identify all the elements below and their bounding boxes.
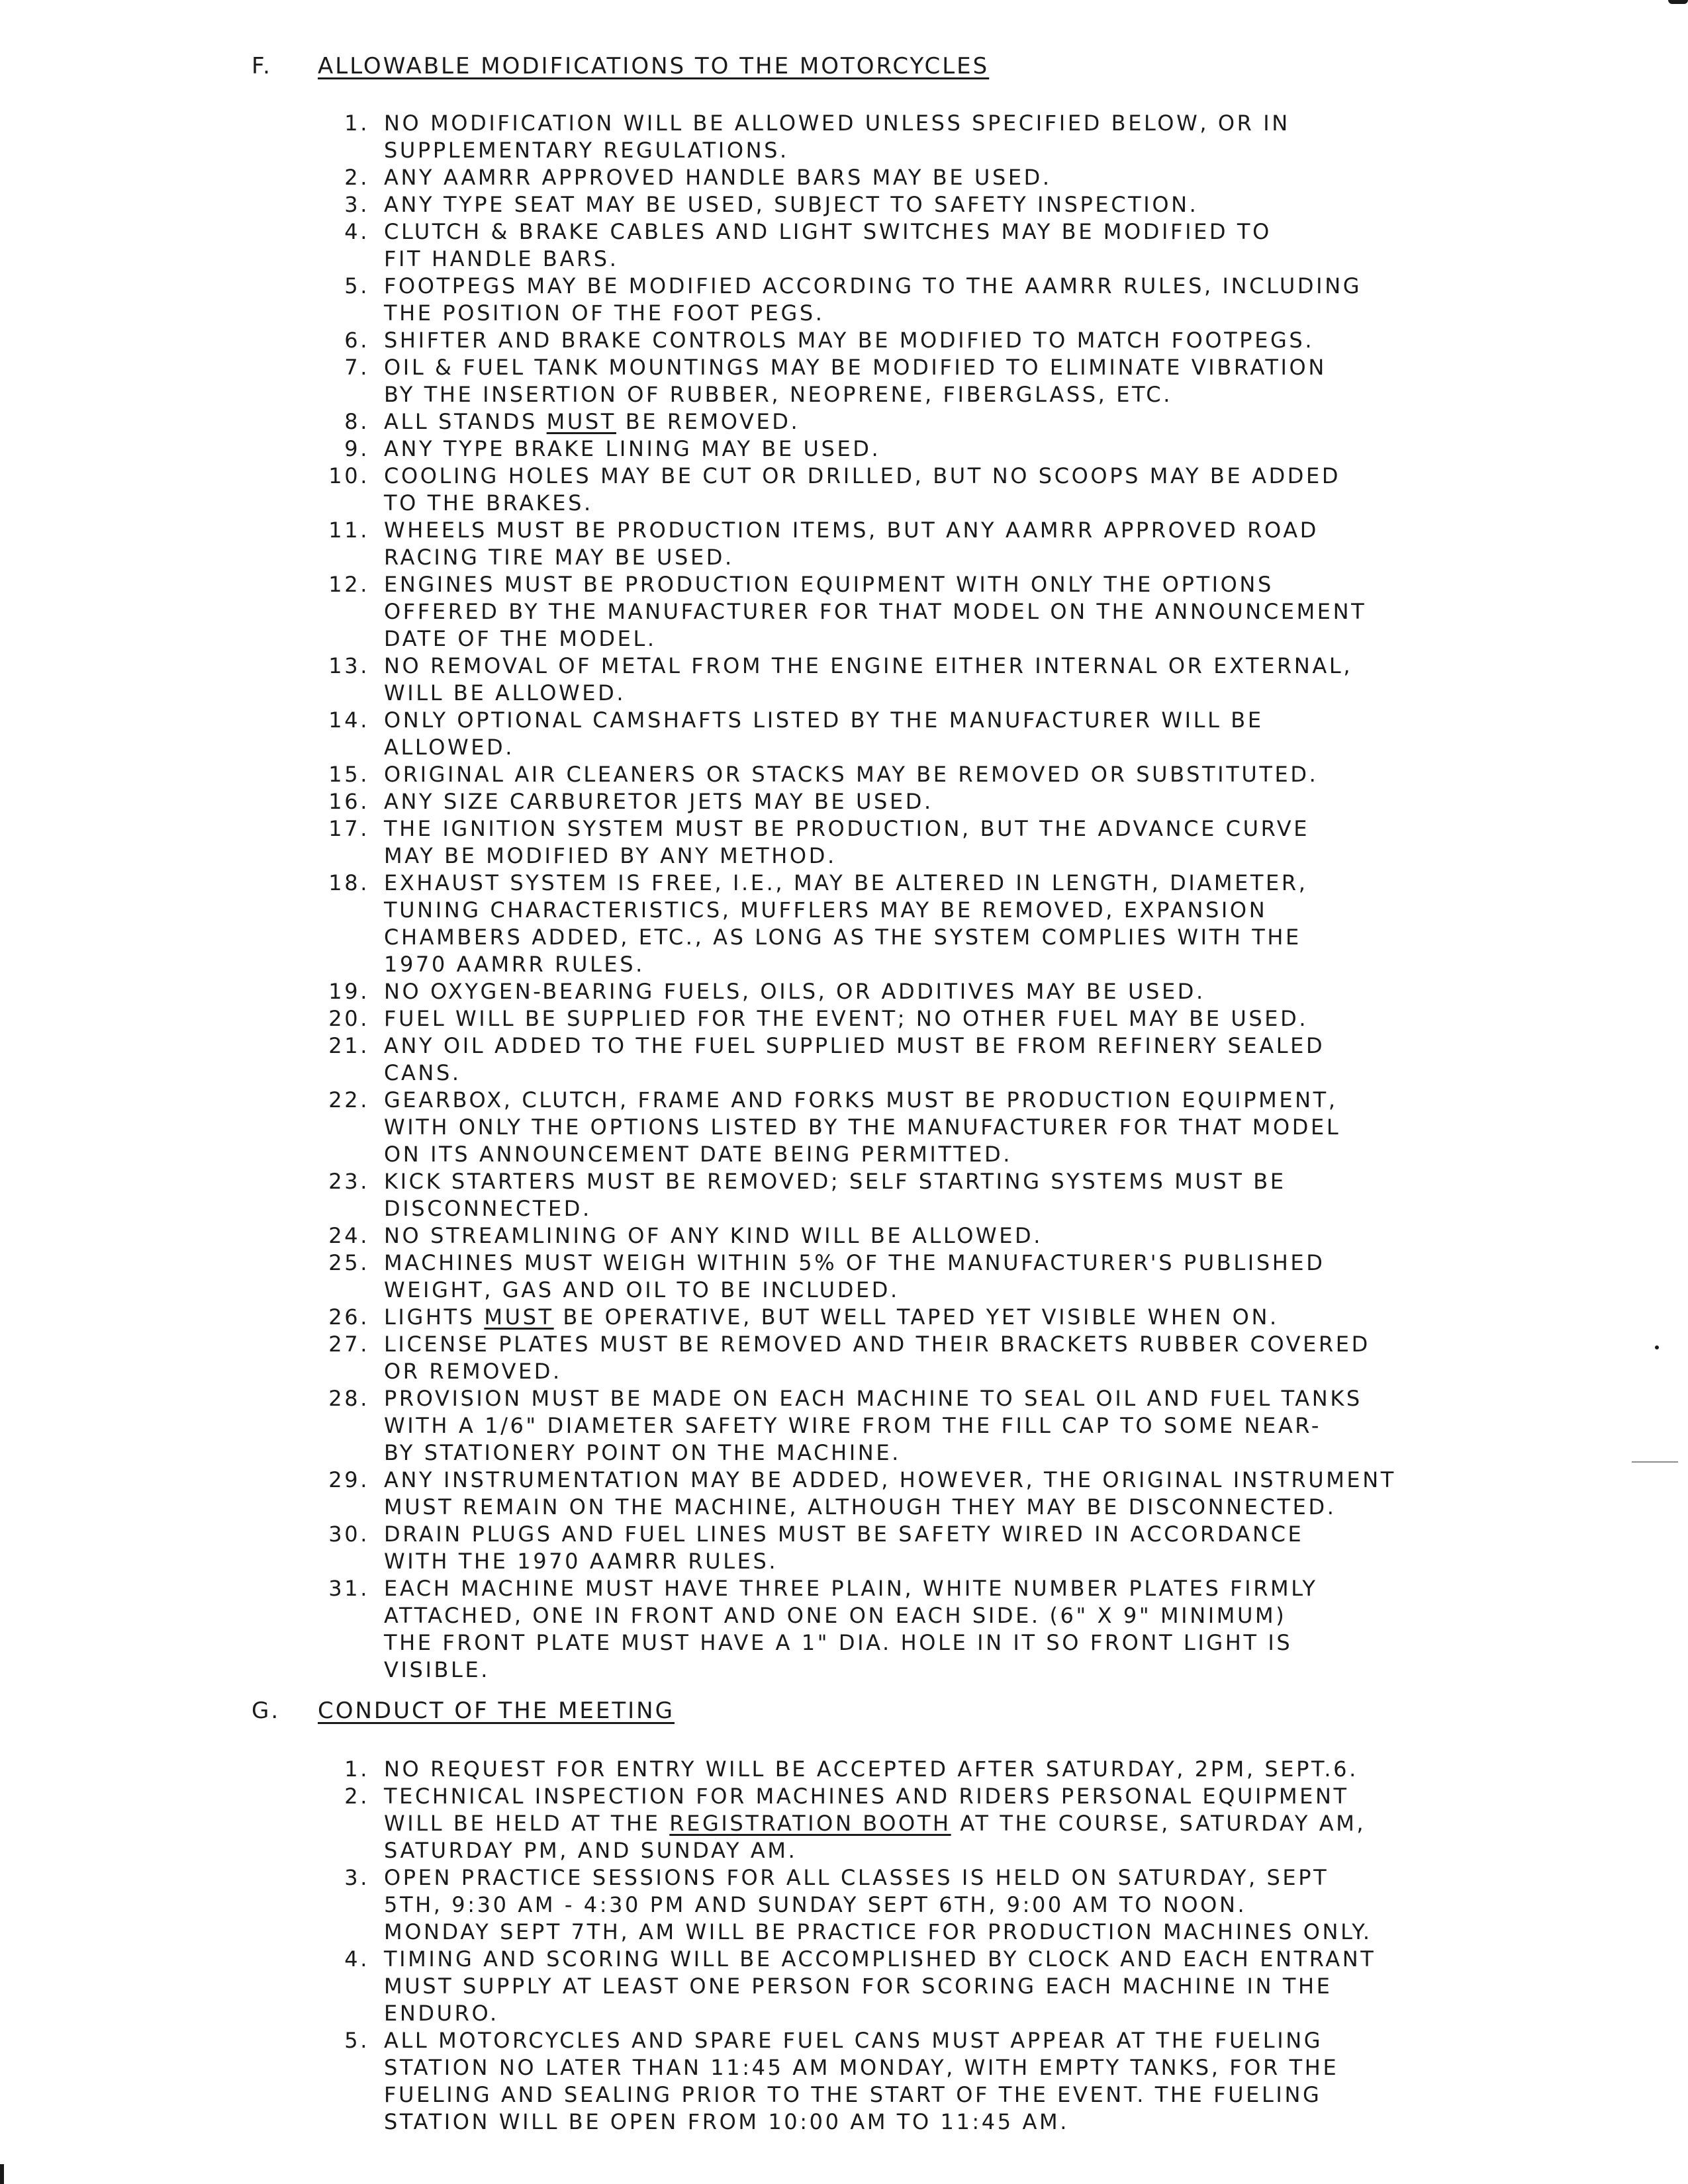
rule-number: 21. (328, 1033, 369, 1058)
rule-text-line: CANS. (384, 1060, 461, 1085)
rule-text-line: THE FRONT PLATE MUST HAVE A 1" DIA. HOLE IN IT SO FRONT LIGHT IS (384, 1630, 1293, 1655)
rule-item (252, 1168, 1509, 1222)
rule-number: 5. (344, 2028, 369, 2053)
rule-list (252, 1756, 1509, 2136)
rule-text (384, 1783, 1509, 1864)
rule-text-line: KICK STARTERS MUST BE REMOVED; SELF STARTING SYSTEMS MUST BE (384, 1169, 1286, 1194)
rule-text (384, 1864, 1509, 1946)
rule-text (384, 354, 1509, 408)
rule-text (384, 1168, 1509, 1222)
rule-number: 8. (344, 409, 369, 434)
rule-number: 12. (328, 572, 369, 597)
rule-number: 16. (328, 789, 369, 814)
rule-text (384, 1331, 1509, 1385)
rule-item (252, 1521, 1509, 1575)
rule-text-line: FUEL WILL BE SUPPLIED FOR THE EVENT; NO OTHER FUEL MAY BE USED. (384, 1006, 1309, 1031)
rule-number: 24. (328, 1223, 369, 1248)
rule-item (252, 408, 1509, 435)
rule-text-line: RACING TIRE MAY BE USED. (384, 545, 734, 570)
rule-text-line: TO THE BRAKES. (384, 490, 593, 516)
rule-text-line: WILL BE ALLOWED. (384, 680, 626, 705)
rule-number: 22. (328, 1087, 369, 1113)
rule-text (384, 1087, 1509, 1168)
rule-text-line: MONDAY SEPT 7TH, AM WILL BE PRACTICE FOR PRODUCTION MACHINES ONLY. (384, 1919, 1372, 1944)
rule-item (252, 1222, 1509, 1250)
rule-text-line: COOLING HOLES MAY BE CUT OR DRILLED, BUT NO SCOOPS MAY BE ADDED (384, 463, 1341, 488)
rule-text (384, 191, 1509, 218)
rule-text (384, 707, 1509, 761)
rule-number: 30. (328, 1522, 369, 1547)
rule-number: 26. (328, 1304, 369, 1330)
section-heading (252, 53, 1509, 85)
rule-text-line: ORIGINAL AIR CLEANERS OR STACKS MAY BE REMOVED OR SUBSTITUTED. (384, 762, 1319, 787)
rule-text-line: ALL STANDS MUST BE REMOVED. (384, 409, 800, 434)
rule-number: 23. (328, 1169, 369, 1194)
rule-text (384, 1222, 1509, 1250)
rule-number: 29. (328, 1467, 369, 1492)
rule-text-line: FIT HANDLE BARS. (384, 246, 619, 271)
rule-item (252, 1087, 1509, 1168)
rule-text (384, 327, 1509, 354)
rule-text (384, 1250, 1509, 1304)
rule-text-line: TIMING AND SCORING WILL BE ACCOMPLISHED BY CLOCK AND EACH ENTRANT (384, 1946, 1376, 1972)
rule-text-line: WEIGHT, GAS AND OIL TO BE INCLUDED. (384, 1277, 900, 1302)
rule-number: 3. (344, 192, 369, 217)
rule-item (252, 1575, 1509, 1684)
rule-item (252, 327, 1509, 354)
rule-text-line: OR REMOVED. (384, 1359, 562, 1384)
rule-number: 27. (328, 1332, 369, 1357)
rule-item (252, 273, 1509, 327)
section-title: ALLOWABLE MODIFICATIONS TO THE MOTORCYCLES (318, 53, 990, 79)
rule-text-line: DISCONNECTED. (384, 1196, 592, 1221)
rule-item (252, 870, 1509, 978)
rule-text (384, 1304, 1509, 1331)
rule-number: 14. (328, 707, 369, 733)
rule-number: 1. (344, 111, 369, 136)
rule-text-line: ONLY OPTIONAL CAMSHAFTS LISTED BY THE MANUFACTURER WILL BE (384, 707, 1264, 733)
rule-number: 17. (328, 816, 369, 841)
rule-text-line: MUST SUPPLY AT LEAST ONE PERSON FOR SCORING EACH MACHINE IN THE (384, 1974, 1333, 1999)
rule-number: 19. (328, 979, 369, 1004)
rule-text-line: MACHINES MUST WEIGH WITHIN 5% OF THE MANUFACTURER'S PUBLISHED (384, 1250, 1325, 1275)
rule-item (252, 517, 1509, 571)
rule-item (252, 1331, 1509, 1385)
rule-text-line: ANY TYPE BRAKE LINING MAY BE USED. (384, 436, 881, 461)
rule-number: 5. (344, 273, 369, 298)
rule-text-line: CLUTCH & BRAKE CABLES AND LIGHT SWITCHES MAY BE MODIFIED TO (384, 219, 1272, 244)
rule-text-line: ALL MOTORCYCLES AND SPARE FUEL CANS MUST APPEAR AT THE FUELING (384, 2028, 1323, 2053)
rule-item (252, 1005, 1509, 1032)
rule-item (252, 815, 1509, 870)
rule-text (384, 218, 1509, 273)
rule-number: 7. (344, 355, 369, 380)
section-conduct-of-meeting (252, 1698, 1509, 2136)
rule-text (384, 435, 1509, 463)
rule-text-line: WITH THE 1970 AAMRR RULES. (384, 1549, 778, 1574)
rule-number: 11. (328, 518, 369, 543)
rule-number: 31. (328, 1576, 369, 1601)
rule-text-line: LICENSE PLATES MUST BE REMOVED AND THEIR BRACKETS RUBBER COVERED (384, 1332, 1370, 1357)
rule-number: 25. (328, 1250, 369, 1275)
rule-text (384, 1005, 1509, 1032)
rule-text-line: ANY TYPE SEAT MAY BE USED, SUBJECT TO SAFETY INSPECTION. (384, 192, 1199, 217)
rule-text-line: NO STREAMLINING OF ANY KIND WILL BE ALLOWED. (384, 1223, 1043, 1248)
rule-item (252, 1783, 1509, 1864)
rule-text-line: OPEN PRACTICE SESSIONS FOR ALL CLASSES IS HELD ON SATURDAY, SEPT (384, 1865, 1329, 1890)
rule-text (384, 571, 1509, 653)
rule-item (252, 191, 1509, 218)
underlined-word: MUST (546, 409, 616, 434)
rule-text (384, 1575, 1509, 1684)
rule-item (252, 707, 1509, 761)
rule-text-line: NO REQUEST FOR ENTRY WILL BE ACCEPTED AFTER SATURDAY, 2PM, SEPT.6. (384, 1756, 1358, 1782)
rule-text-line: NO OXYGEN-BEARING FUELS, OILS, OR ADDITIVES MAY BE USED. (384, 979, 1205, 1004)
rule-text (384, 1385, 1509, 1467)
rule-item (252, 164, 1509, 191)
rule-text-line: THE IGNITION SYSTEM MUST BE PRODUCTION, BUT THE ADVANCE CURVE (384, 816, 1310, 841)
rule-item (252, 110, 1509, 164)
rule-text (384, 1467, 1509, 1521)
rule-text (384, 1946, 1509, 2027)
rule-item (252, 1385, 1509, 1467)
rule-text-line: DRAIN PLUGS AND FUEL LINES MUST BE SAFETY WIRED IN ACCORDANCE (384, 1522, 1304, 1547)
rule-number: 4. (344, 219, 369, 244)
rule-item (252, 978, 1509, 1005)
rule-item (252, 435, 1509, 463)
rule-text (384, 653, 1509, 707)
rule-text-line: SUPPLEMENTARY REGULATIONS. (384, 138, 789, 163)
rule-text-line: ALLOWED. (384, 735, 515, 760)
rule-text-line: SHIFTER AND BRAKE CONTROLS MAY BE MODIFIED TO MATCH FOOTPEGS. (384, 328, 1315, 353)
rule-text (384, 2027, 1509, 2136)
rule-text (384, 164, 1509, 191)
rule-item (252, 354, 1509, 408)
rule-text-line: NO MODIFICATION WILL BE ALLOWED UNLESS SPECIFIED BELOW, OR IN (384, 111, 1290, 136)
rule-item (252, 571, 1509, 653)
rule-text (384, 1521, 1509, 1575)
rule-item (252, 2027, 1509, 2136)
rule-text-line: NO REMOVAL OF METAL FROM THE ENGINE EITHER INTERNAL OR EXTERNAL, (384, 653, 1353, 678)
rule-item (252, 1250, 1509, 1304)
section-letter: G. (252, 1698, 281, 1724)
rule-text-line: OIL & FUEL TANK MOUNTINGS MAY BE MODIFIED TO ELIMINATE VIBRATION (384, 355, 1327, 380)
rule-text-line: CHAMBERS ADDED, ETC., AS LONG AS THE SYSTEM COMPLIES WITH THE (384, 925, 1301, 950)
rule-text-line: ON ITS ANNOUNCEMENT DATE BEING PERMITTED. (384, 1142, 1013, 1167)
rule-text (384, 110, 1509, 164)
rule-text-line: VISIBLE. (384, 1657, 491, 1682)
rule-item (252, 1304, 1509, 1331)
rule-text (384, 1032, 1509, 1087)
rule-number: 3. (344, 1865, 369, 1890)
rule-number: 4. (344, 1946, 369, 1972)
rule-text-line: 5TH, 9:30 AM - 4:30 PM AND SUNDAY SEPT 6TH, 9:00 AM TO NOON. (384, 1892, 1247, 1917)
rule-text (384, 517, 1509, 571)
margin-dot (1655, 1345, 1659, 1349)
rule-text (384, 815, 1509, 870)
rule-item (252, 463, 1509, 517)
rule-item (252, 761, 1509, 788)
rule-number: 1. (344, 1756, 369, 1782)
rule-text (384, 463, 1509, 517)
rule-number: 6. (344, 328, 369, 353)
rule-text-line: DATE OF THE MODEL. (384, 626, 657, 651)
rule-item (252, 653, 1509, 707)
rule-text-line: ANY INSTRUMENTATION MAY BE ADDED, HOWEVER, THE ORIGINAL INSTRUMENT (384, 1467, 1396, 1492)
rule-text-line: OFFERED BY THE MANUFACTURER FOR THAT MODEL ON THE ANNOUNCEMENT (384, 599, 1367, 624)
rule-list (252, 110, 1509, 1684)
rule-number: 9. (344, 436, 369, 461)
rule-text-line: ATTACHED, ONE IN FRONT AND ONE ON EACH SIDE. (6" X 9" MINIMUM) (384, 1603, 1287, 1628)
rule-text-line: GEARBOX, CLUTCH, FRAME AND FORKS MUST BE PRODUCTION EQUIPMENT, (384, 1087, 1338, 1113)
rule-number: 2. (344, 165, 369, 190)
underlined-word: MUST (484, 1304, 554, 1330)
rule-text-line: MAY BE MODIFIED BY ANY METHOD. (384, 843, 837, 868)
rule-text-line: STATION NO LATER THAN 11:45 AM MONDAY, WITH EMPTY TANKS, FOR THE (384, 2055, 1339, 2080)
rule-text (384, 788, 1509, 815)
section-allowable-modifications (252, 53, 1509, 1684)
rule-text-line: THE POSITION OF THE FOOT PEGS. (384, 300, 825, 326)
rule-text-line: WITH A 1/6" DIAMETER SAFETY WIRE FROM THE FILL CAP TO SOME NEAR- (384, 1413, 1321, 1438)
section-letter: F. (252, 53, 272, 79)
rule-item (252, 218, 1509, 273)
rule-text-line: STATION WILL BE OPEN FROM 10:00 AM TO 11:45 AM. (384, 2109, 1069, 2134)
rule-text (384, 761, 1509, 788)
underlined-word: REGISTRATION BOOTH (669, 1811, 951, 1836)
rule-text (384, 408, 1509, 435)
rule-number: 2. (344, 1784, 369, 1809)
rule-text-line: TECHNICAL INSPECTION FOR MACHINES AND RIDERS PERSONAL EQUIPMENT (384, 1784, 1349, 1809)
rule-number: 20. (328, 1006, 369, 1031)
rule-text-line: EACH MACHINE MUST HAVE THREE PLAIN, WHITE NUMBER PLATES FIRMLY (384, 1576, 1318, 1601)
rule-item (252, 1032, 1509, 1087)
corner-mark (1668, 0, 1688, 4)
rule-text-line: ENGINES MUST BE PRODUCTION EQUIPMENT WITH ONLY THE OPTIONS (384, 572, 1274, 597)
rule-item (252, 1864, 1509, 1946)
rule-number: 10. (328, 463, 369, 488)
rule-text-line: ENDURO. (384, 2001, 499, 2026)
section-heading (252, 1698, 1509, 1729)
rule-item (252, 1946, 1509, 2027)
rule-text-line: WHEELS MUST BE PRODUCTION ITEMS, BUT ANY AAMRR APPROVED ROAD (384, 518, 1319, 543)
rule-text-line: SATURDAY PM, AND SUNDAY AM. (384, 1838, 798, 1863)
rule-text-line: MUST REMAIN ON THE MACHINE, ALTHOUGH THEY MAY BE DISCONNECTED. (384, 1494, 1336, 1520)
rule-text-line: LIGHTS MUST BE OPERATIVE, BUT WELL TAPED YET VISIBLE WHEN ON. (384, 1304, 1279, 1330)
rule-text (384, 1756, 1509, 1783)
rule-text (384, 978, 1509, 1005)
rule-number: 13. (328, 653, 369, 678)
rule-text-line: FUELING AND SEALING PRIOR TO THE START OF THE EVENT. THE FUELING (384, 2082, 1322, 2107)
rule-text-line: WITH ONLY THE OPTIONS LISTED BY THE MANUFACTURER FOR THAT MODEL (384, 1115, 1341, 1140)
rule-text-line: PROVISION MUST BE MADE ON EACH MACHINE TO SEAL OIL AND FUEL TANKS (384, 1386, 1362, 1411)
rule-text-line: BY THE INSERTION OF RUBBER, NEOPRENE, FIBERGLASS, ETC. (384, 382, 1173, 407)
rule-text-line: WILL BE HELD AT THE REGISTRATION BOOTH AT THE COURSE, SATURDAY AM, (384, 1811, 1366, 1836)
rule-text-line: TUNING CHARACTERISTICS, MUFFLERS MAY BE REMOVED, EXPANSION (384, 897, 1268, 923)
rule-text (384, 870, 1509, 978)
rule-text-line: ANY OIL ADDED TO THE FUEL SUPPLIED MUST BE FROM REFINERY SEALED (384, 1033, 1325, 1058)
rule-text-line: ANY SIZE CARBURETOR JETS MAY BE USED. (384, 789, 933, 814)
section-title: CONDUCT OF THE MEETING (318, 1698, 675, 1724)
rule-text-line: EXHAUST SYSTEM IS FREE, I.E., MAY BE ALTERED IN LENGTH, DIAMETER, (384, 870, 1308, 895)
rule-number: 18. (328, 870, 369, 895)
rule-item (252, 788, 1509, 815)
rule-text-line: BY STATIONERY POINT ON THE MACHINE. (384, 1440, 901, 1465)
margin-rule (1632, 1461, 1678, 1463)
rule-text (384, 273, 1509, 327)
rule-number: 28. (328, 1386, 369, 1411)
rule-item (252, 1467, 1509, 1521)
rule-text-line: FOOTPEGS MAY BE MODIFIED ACCORDING TO THE AAMRR RULES, INCLUDING (384, 273, 1362, 298)
bottom-corner-mark (0, 2164, 4, 2184)
rule-number: 15. (328, 762, 369, 787)
rule-text-line: 1970 AAMRR RULES. (384, 952, 645, 977)
rule-item (252, 1756, 1509, 1783)
rule-text-line: ANY AAMRR APPROVED HANDLE BARS MAY BE USED. (384, 165, 1052, 190)
